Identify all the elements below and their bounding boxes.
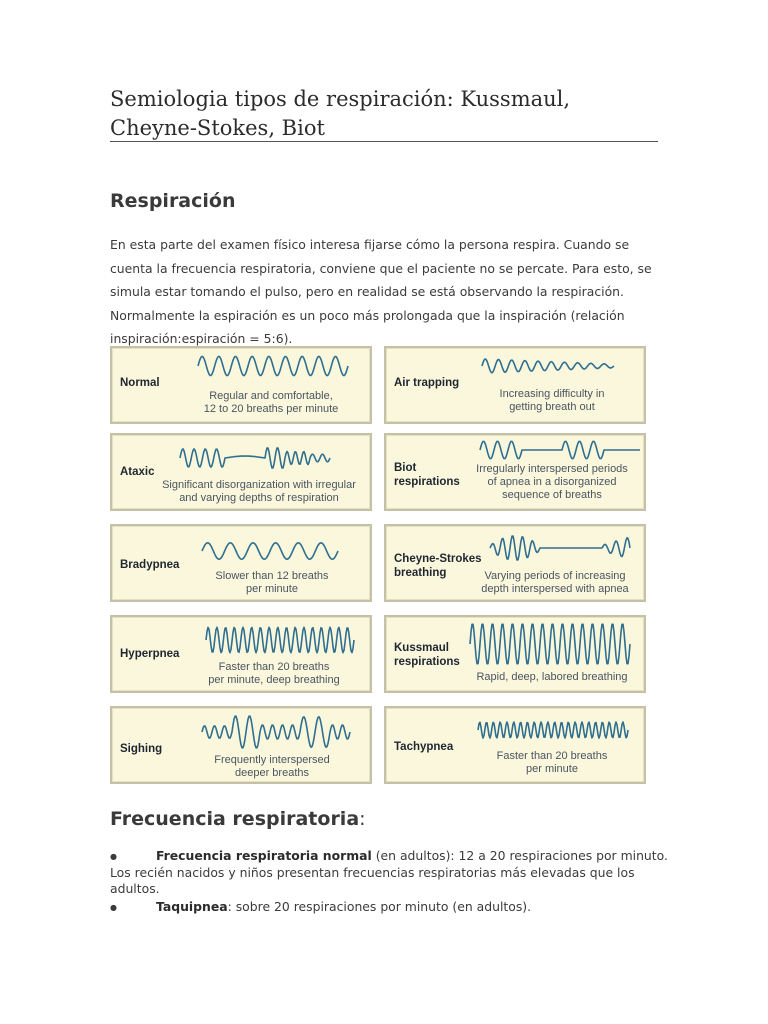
wave-line xyxy=(480,441,640,458)
intro-paragraph: En esta parte del examen físico interesa fijarse cómo la persona respira. Cuando se cuenta la frecuencia respiratoria, conviene que el paciente no se percate. Para esto, se simula estar tomando el pulso, pero en realidad se está observando la respiración. Normalmente la espiración es un poco más prolongada que la inspiración (relación inspiración:espiración = 5:6). xyxy=(110,237,652,347)
wave-line xyxy=(198,356,348,375)
breath-wave xyxy=(202,540,338,562)
breath-wave xyxy=(202,714,350,750)
panel-description: Faster than 20 breaths per minute, deep breathing xyxy=(208,661,340,686)
bullet-icon: ● xyxy=(110,852,117,861)
panel-name: Normal xyxy=(120,377,160,389)
panel-description: Significant disorganization with irregular and varying depths of respiration xyxy=(162,479,356,504)
term-text: : sobre 20 respiraciones por minuto (en adultos). xyxy=(227,899,532,914)
panel-name: Cheyne-Strokes breathing xyxy=(394,553,482,579)
wave-line xyxy=(478,722,628,738)
heading-colon: : xyxy=(359,808,366,830)
panel-cheyne-stokes xyxy=(384,524,646,602)
panel-description: Slower than 12 breaths per minute xyxy=(215,570,329,595)
panel-sighing xyxy=(110,706,372,784)
panel-kussmaul xyxy=(384,615,646,693)
wave-line xyxy=(180,448,330,468)
panel-name: Kussmaul respirations xyxy=(394,642,460,668)
panel-description: Rapid, deep, labored breathing xyxy=(476,671,628,683)
term-text: (en adultos): 12 a 20 respiraciones por minuto. Los recién nacidos y niños presentan frecuencias respiratorias más elevadas que los adultos. xyxy=(110,848,668,896)
wave-line xyxy=(202,543,338,560)
panel-name: Hyperpnea xyxy=(120,648,180,660)
panel-name: Sighing xyxy=(120,743,163,755)
breath-wave xyxy=(480,439,640,461)
list-item xyxy=(110,899,670,916)
breath-wave xyxy=(206,625,354,655)
panel-name: Ataxic xyxy=(120,466,155,478)
panel-name: Air trapping xyxy=(394,377,460,389)
panel-description: Varying periods of increasing depth interspersed with apnea xyxy=(481,570,629,595)
panel-hyperpnea xyxy=(110,615,372,693)
panel-biot xyxy=(384,433,646,511)
wave-line xyxy=(490,536,630,560)
panel-name: Tachypnea xyxy=(394,741,454,753)
panel-description: Regular and comfortable, 12 to 20 breaths per minute xyxy=(203,390,339,415)
term-bold: Taquipnea xyxy=(156,899,228,914)
breath-wave xyxy=(490,534,630,562)
frecuencia-heading xyxy=(110,808,366,830)
panel-description: Irregularly interspersed periods of apnea in a disorganized sequence of breaths xyxy=(476,463,628,501)
respiracion-heading: Respiración xyxy=(110,190,236,212)
panel-air-trapping xyxy=(384,346,646,424)
wave-line xyxy=(470,624,630,663)
bullet-icon: ● xyxy=(110,903,117,912)
frecuencia-heading-text: Frecuencia respiratoria xyxy=(110,808,360,830)
breathing-patterns-figure xyxy=(110,346,636,786)
panel-description: Faster than 20 breaths per minute xyxy=(496,750,608,775)
panel-name: Bradypnea xyxy=(120,559,180,571)
breath-wave xyxy=(478,720,628,740)
title-divider xyxy=(110,141,658,142)
panel-ataxic xyxy=(110,433,372,511)
panel-name: Biot respirations xyxy=(394,462,460,488)
breath-wave xyxy=(470,621,630,667)
wave-line xyxy=(482,359,614,373)
wave-line xyxy=(202,716,350,748)
frecuencia-list xyxy=(110,848,670,918)
breath-wave xyxy=(180,445,330,471)
document-title: Semiologia tipos de respiración: Kussmaul, Cheyne-Stokes, Biot xyxy=(110,87,571,140)
term-bold: Frecuencia respiratoria normal xyxy=(156,848,372,863)
list-item xyxy=(110,848,670,897)
wave-line xyxy=(206,627,354,653)
breath-wave xyxy=(198,354,348,378)
panel-normal xyxy=(110,346,372,424)
panel-tachypnea xyxy=(384,706,646,784)
panel-description: Frequently interspersed deeper breaths xyxy=(214,754,330,779)
breath-wave xyxy=(482,354,614,378)
panel-description: Increasing difficulty in getting breath out xyxy=(499,388,605,413)
panel-bradypnea xyxy=(110,524,372,602)
